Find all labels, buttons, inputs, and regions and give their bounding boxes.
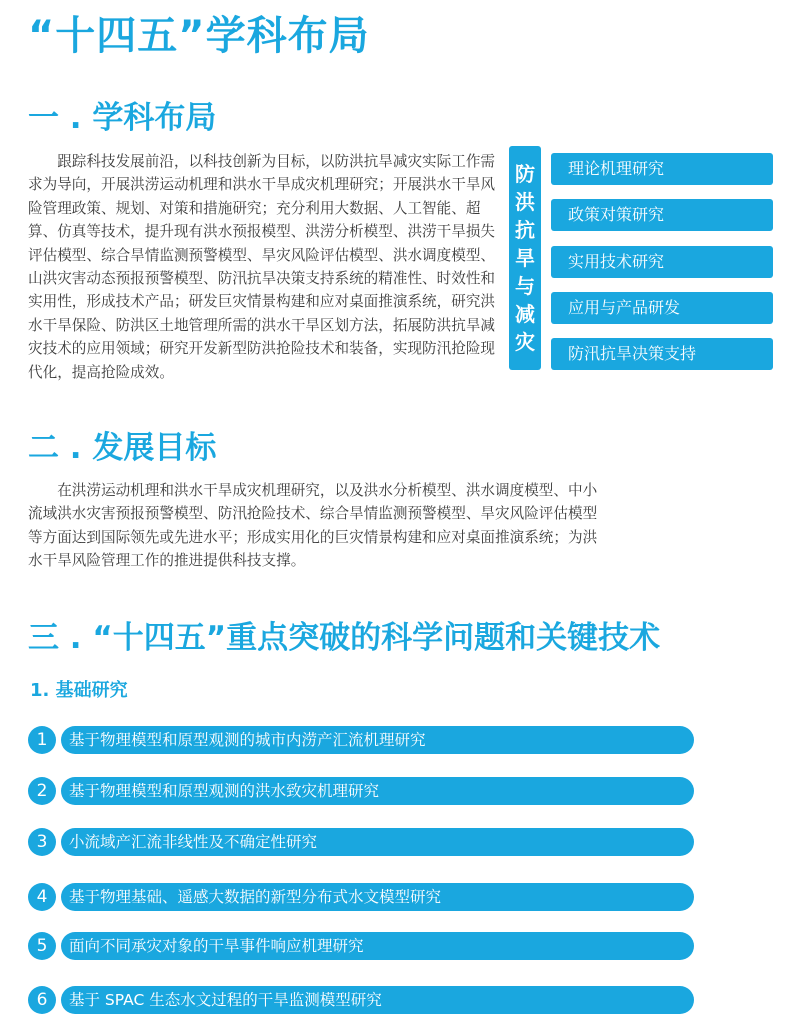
item-number-badge: 3 xyxy=(28,828,56,856)
item-label: 基于物理基础、遥感大数据的新型分布式水文模型研究 xyxy=(61,883,694,911)
research-item xyxy=(28,777,694,805)
item-number-badge: 4 xyxy=(28,883,56,911)
side-label-char: 抗 xyxy=(515,218,535,242)
item-label: 面向不同承灾对象的干旱事件响应机理研究 xyxy=(61,932,694,960)
item-label: 小流域产汇流非线性及不确定性研究 xyxy=(61,828,694,856)
research-item xyxy=(28,883,694,911)
section-heading-layout: 一 . 学科布局 xyxy=(28,100,217,136)
subheading-basic-research: 1. 基础研究 xyxy=(30,680,128,701)
topic-box: 实用技术研究 xyxy=(551,246,773,278)
research-item xyxy=(28,726,694,754)
item-number-badge: 5 xyxy=(28,932,56,960)
section-heading-key-issues: 三 . “十四五”重点突破的科学问题和关键技术 xyxy=(28,620,661,656)
side-label-char: 灾 xyxy=(515,330,535,354)
topic-box: 应用与产品研发 xyxy=(551,292,773,324)
item-number-badge: 2 xyxy=(28,777,56,805)
item-label: 基于物理模型和原型观测的城市内涝产汇流机理研究 xyxy=(61,726,694,754)
side-label-char: 防 xyxy=(515,162,535,186)
side-label-char: 旱 xyxy=(515,246,535,270)
side-label-char: 洪 xyxy=(515,190,535,214)
section-paragraph-goals: 在洪涝运动机理和洪水干旱成灾机理研究，以及洪水分析模型、洪水调度模型、中小流域洪水灾害预报预警模型、防汛抢险技术、综合旱情监测预警模型、旱灾风险评估模型等方面达到国际领先或先进水平；形成实用化的巨灾情景构建和应对桌面推演系统；为洪水干旱风险管理工作的推进提供科技支撑。 xyxy=(28,482,598,570)
research-item xyxy=(28,828,694,856)
side-label-flood-drought xyxy=(509,146,541,370)
page-title: “十四五”学科布局 xyxy=(28,13,370,59)
side-label-char: 与 xyxy=(515,274,535,298)
research-item xyxy=(28,986,694,1014)
topic-box: 政策对策研究 xyxy=(551,199,773,231)
item-label: 基于物理模型和原型观测的洪水致灾机理研究 xyxy=(61,777,694,805)
research-item xyxy=(28,932,694,960)
item-label: 基于 SPAC 生态水文过程的干旱监测模型研究 xyxy=(61,986,694,1014)
section-heading-goals: 二 . 发展目标 xyxy=(28,430,217,466)
section-paragraph-layout: 跟踪科技发展前沿，以科技创新为目标，以防洪抗旱减灾实际工作需求为导向，开展洪涝运动机理和洪水干旱成灾机理研究；开展洪水干旱风险管理政策、规划、对策和措施研究；充分利用大数据、人工智能、超算、仿真等技术，提升现有洪水预报模型、洪涝分析模型、洪涝干旱损失评估模型、综合旱情监测预警模型、旱灾风险评估模型、洪水调度模型、山洪灾害动态预报预警模型、防汛抗旱决策支持系统的精准性、时效性和实用性，形成技术产品；研发巨灾情景构建和应对桌面推演系统，研究洪水干旱保险、防洪区土地管理所需的洪水干旱区划方法，拓展防洪抗旱减灾技术的应用领域；研究开发新型防洪抢险技术和装备，实现防汛抢险现代化，提高抢险成效。 xyxy=(28,153,496,381)
item-number-badge: 6 xyxy=(28,986,56,1014)
side-label-char: 减 xyxy=(515,302,535,326)
topic-box: 理论机理研究 xyxy=(551,153,773,185)
topic-box: 防汛抗旱决策支持 xyxy=(551,338,773,370)
item-number-badge: 1 xyxy=(28,726,56,754)
